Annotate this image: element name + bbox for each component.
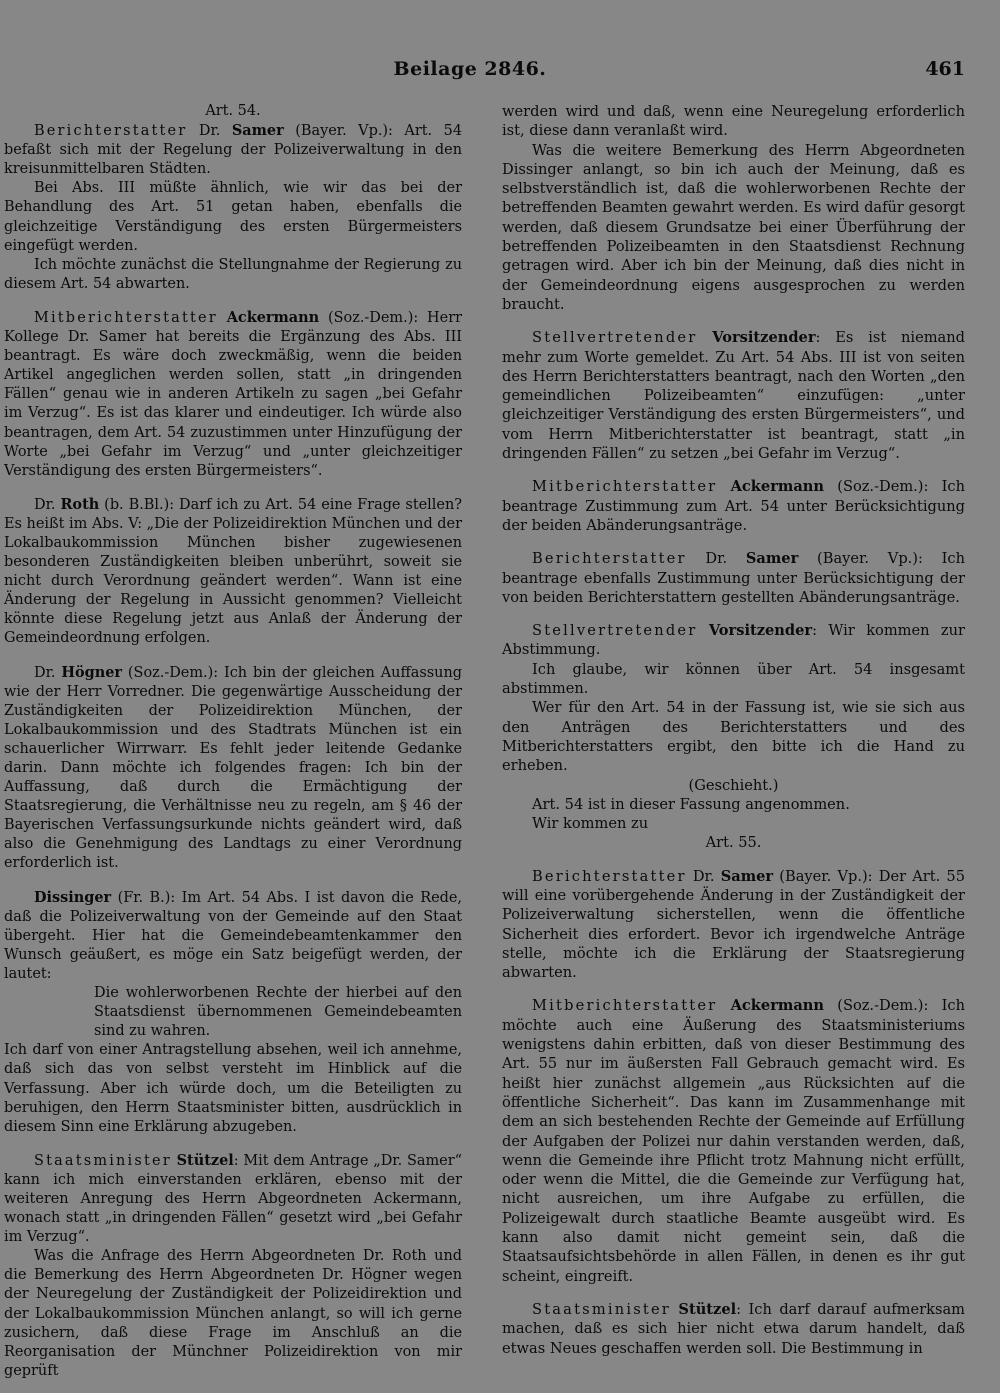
paragraph-text: Die wohlerworbenen Rechte der hierbei auf den Staatsdienst übernommenen Gemeindebeamten sind zu wahren. [94, 985, 462, 1040]
speaker-name: Dissinger [34, 888, 112, 906]
paragraph-text: (Soz.-Dem.): Ich beantrage Zustimmung zum Art. 54 unter Berücksichtigung der beiden Abänderungsanträge. [502, 478, 966, 534]
paragraph-text: (Bayer. Vp.): Ich beantrage ebenfalls Zustimmung unter Berücksichtigung der von beiden Berichterstattern gestellten Abänderungsanträge. [502, 550, 965, 606]
paragraph-text: (Soz.-Dem.): Herr Kollege Dr. Samer hat bereits die Ergänzung des Abs. III beantragt. Es wäre doch zweckmäßig, wenn die beiden Artikel angeglichen werden sollen, statt „in dringenden Fällen“ genau wie in anderen Artikeln zu sagen „bei Gefahr im Verzug“. Es ist das klarer und eindeutiger. Ich würde also beantragen, dem Art. 54 zuzustimmen unter Hinzufügung der Worte „bei Gefahr im Verzug“ und „unter gleichzeitiger Verständigung des ersten Bürgermeisters“. [4, 309, 462, 479]
paragraph [4, 102, 462, 121]
speaker-role: Mitberichterstatter [532, 478, 718, 496]
paragraph [4, 495, 462, 649]
speaker-name: Samer [745, 550, 799, 568]
speaker-prefix [697, 622, 708, 639]
paragraph [4, 1041, 462, 1136]
speaker-role: Berichterstatter [532, 550, 687, 568]
speaker-prefix [697, 329, 712, 346]
paragraph [4, 179, 462, 255]
page-title: Beilage 2846. [393, 58, 547, 80]
paragraph-text: Was die weitere Bemerkung des Herrn Abgeordneten Dissinger anlangt, so bin ich auch der Meinung, daß es selbstverständlich ist, daß die wohlerworbenen Rechte der betreffenden Beamten gewahrt werden. Es wird dafür gesorgt werden, daß diesem Grundsatze bei einer Überführung der betreffenden Polizeibeamten in den Staatsdienst Rechnung getragen wird. Aber ich bin der Meinung, daß dies nicht in der Gemeindeordnung eigens ausgesprochen zu werden braucht. [502, 141, 965, 313]
paragraph-text: Art. 54. [205, 103, 261, 119]
paragraph-text: Bei Abs. III müßte ähnlich, wie wir das bei der Behandlung des Art. 51 getan haben, ebenfalls die gleichzeitige Verständigung des ersten Bürgermeisters eingefügt werden. [4, 180, 462, 254]
paragraph [502, 477, 965, 535]
paragraph-text: werden wird und daß, wenn eine Neuregelung erforderlich ist, diese dann veranlaßt wird. [502, 103, 965, 140]
speaker-prefix: Dr. [187, 123, 232, 140]
paragraph [502, 549, 965, 607]
page-header [0, 58, 1000, 84]
paragraph-text: (Soz.-Dem.): Ich möchte auch eine Äußerung des Staatsministeriums wenigstens dahin erbitten, daß von dieser Bestimmung des Art. 55 nur im äußersten Fall Gebrauch gemacht wird. Es heißt hier zunächst allgemein „aus Rücksichten auf die öffentliche Sicherheit“. Das kann im Zusammenhange mit dem an sich bestehenden Rechte der Gemeinde auf Erfüllung der Aufgaben der Polizei nur dahin verstanden werden, daß, wenn die Gemeinde ihre Pflicht trotz Mahnung nicht erfüllt, oder wenn die Mittel, die die Gemeinde zur Verfügung hat, nicht ausreichen, um ihre Aufgabe zu erfüllen, die Polizeigewalt durch staatliche Beamte ausgeübt wird. Es kann also damit nicht gemeint sein, daß die Staatsaufsichtsbehörde in allen Fällen, in denen es ihr gut scheint, eingreift. [502, 997, 966, 1285]
paragraph-text: : Mit dem Antrage „Dr. Samer“ kann ich mich einverstanden erklären, ebenso mit der weiteren Anregung des Herrn Abgeordneten Ackermann, wonach statt „in dringenden Fällen“ gesetzt wird „bei Gefahr im Verzug“. [4, 1152, 462, 1246]
paragraph-text: : Es ist niemand mehr zum Worte gemeldet. Zu Art. 54 Abs. III ist von seiten des Herrn Berichterstatters beantragt, nach den Worten „den gemeindlichen Polizeibeamten“ einzufügen: „unter gleichzeitiger Verständigung des ersten Bürgermeisters“, und vom Herrn Mitberichterstatter ist beantragt, statt „in dringenden Fällen“ zu setzen „bei Gefahr im Verzug“. [502, 329, 966, 463]
paragraph-text: Ich darf von einer Antragstellung absehen, weil ich annehme, daß sich das von selbst versteht im Hinblick auf die Verfassung. Aber ich würde doch, um die Beteiligten zu beruhigen, den Herrn Staatsminister bitten, ausdrücklich in diesem Sinn eine Erklärung abzugeben. [4, 1042, 462, 1135]
paragraph-text: (Bayer. Vp.): Der Art. 55 will eine vorübergehende Änderung in der Zuständigkeit der Polizeiverwaltung sicherstellen, wenn die öffentliche Sicherheit dies erfordert. Bevor ich irgendwelche Anträge stelle, möchte ich die Erklärung der Staatsregierung abwarten. [502, 867, 965, 982]
paragraph [502, 1300, 965, 1358]
paragraph [502, 795, 965, 814]
paragraph-text: (Fr. B.): Im Art. 54 Abs. I ist davon die Rede, daß die Polizeiverwaltung von der Gemeinde auf den Staat übergeht. Hier hat die Gemeindebeamtenkammer den Wunsch geäußert, es möge ein Satz beigefügt werden, der lautet: [4, 889, 462, 982]
left-text-column [4, 102, 462, 1381]
speaker-name: Roth [60, 495, 100, 513]
speaker-role: Berichterstatter [34, 123, 188, 140]
paragraph [502, 621, 965, 660]
paragraph-text: (b. B.Bl.): Darf ich zu Art. 54 eine Frage stellen? Es heißt im Abs. V: „Die der Polizeidirektion München und der Lokalbaukommission München bisher zugewiesenen besonderen Zuständigkeiten bleiben unberührt, soweit sie nicht durch Verordnung geändert werden“. Wann ist eine Änderung der Regelung in Aussicht genommen? Vielleicht könnte diese Regelung jetzt aus Anlaß der Änderung der Gemeindeordnung erfolgen. [4, 496, 462, 647]
speaker-prefix [218, 310, 227, 326]
paragraph-text: : Ich darf darauf aufmerksam machen, daß es sich hier nicht etwa darum handelt, daß etwas Neues geschaffen werden soll. Die Bestimmung in [502, 1300, 965, 1357]
speaker-role: Mitberichterstatter [34, 309, 218, 326]
speaker-prefix: Dr. [34, 664, 62, 681]
paragraph [502, 328, 965, 463]
paragraph [502, 814, 965, 833]
speaker-name: Ackermann [226, 308, 320, 326]
paragraph [4, 121, 462, 179]
paragraph-text: Ich glaube, wir können über Art. 54 insgesamt abstimmen. [502, 660, 965, 698]
paragraph-text: Ich möchte zunächst die Stellungnahme der Regierung zu diesem Art. 54 abwarten. [4, 256, 462, 292]
speaker-role: Stellvertretender [532, 622, 698, 640]
speaker-name: Vorsitzender [712, 329, 816, 347]
speaker-role: Stellvertretender [532, 329, 698, 347]
paragraph [4, 1151, 462, 1247]
speaker-prefix [717, 478, 730, 495]
speaker-role: Staatsminister [532, 1300, 671, 1318]
paragraph-text: (Soz.-Dem.): Ich bin der gleichen Auffassung wie der Herr Vorredner. Die gegenwärtige Ausscheidung der Zuständigkeiten der Polizeidirektion München, der Lokalbaukommission und des Stadtrats München ist ein schauerlicher Wirrwarr. Es fehlt jeder leitende Gedanke darin. Dann möchte ich folgendes fragen: Ich bin der Auffassung, daß durch die Ermächtigung der Staatsregierung, die Verhältnisse neu zu regeln, am § 46 der Bayerischen Verfassungsurkunde nichts geändert wird, daß also die Genehmigung des Landtags zu einer Verordnung erforderlich ist. [4, 664, 462, 872]
paragraph-text: Wer für den Art. 54 in der Fassung ist, wie sie sich aus den Anträgen des Berichterstatters und des Mitberichterstatters ergibt, den bitte ich die Hand zu erheben. [502, 699, 965, 775]
speaker-name: Stützel [678, 1300, 737, 1318]
paragraph-text: : Wir kommen zur Abstimmung. [502, 622, 965, 659]
speaker-role: Mitberichterstatter [532, 997, 718, 1015]
paragraph [502, 102, 965, 141]
speaker-name: Samer [231, 122, 284, 140]
paragraph-text: Wir kommen zu [532, 815, 649, 833]
paragraph [502, 996, 965, 1285]
speaker-name: Vorsitzender [708, 622, 813, 640]
paragraph-text: Art. 55. [705, 834, 762, 852]
speaker-name: Ackermann [730, 997, 825, 1015]
paragraph-text: Was die Anfrage des Herrn Abgeordneten Dr. Roth und die Bemerkung des Herrn Abgeordneten Dr. Högner wegen der Neuregelung der Zuständigkeit der Polizeidirektion und der Lokalbaukommission München anlangt, so will ich gerne zusichern, daß diese Frage im Anschluß an die Reorganisation der Münchner Polizeidirektion von mir geprüft [4, 1248, 462, 1379]
speaker-prefix: Dr. [34, 496, 61, 513]
speaker-name: Högner [61, 663, 123, 681]
speaker-name: Ackermann [730, 478, 825, 496]
paragraph [502, 141, 965, 315]
paragraph-text: (Bayer. Vp.): Art. 54 befaßt sich mit der Regelung der Polizeiverwaltung in den kreisunmittelbaren Städten. [4, 123, 462, 178]
paragraph-text: Art. 54 ist in dieser Fassung angenommen. [532, 795, 850, 813]
paragraph [4, 663, 462, 874]
speaker-name: Stützel [176, 1151, 234, 1169]
speaker-name: Samer [720, 867, 774, 885]
paragraph [4, 256, 462, 294]
page-number: 461 [925, 58, 965, 80]
speaker-role: Berichterstatter [532, 867, 687, 885]
right-text-column [502, 102, 965, 1358]
speaker-prefix [717, 997, 730, 1014]
speaker-prefix: Dr. [686, 867, 721, 885]
speaker-prefix: Dr. [686, 550, 746, 568]
speaker-role: Staatsminister [34, 1152, 172, 1169]
paragraph [24, 984, 462, 1041]
paragraph-text: (Geschieht.) [688, 776, 779, 794]
paragraph [4, 1247, 462, 1381]
paragraph [4, 888, 462, 984]
paragraph [502, 776, 965, 795]
paragraph [502, 867, 965, 983]
paragraph [502, 833, 965, 852]
paragraph [4, 308, 462, 481]
paragraph [502, 698, 965, 775]
paragraph [502, 660, 965, 699]
